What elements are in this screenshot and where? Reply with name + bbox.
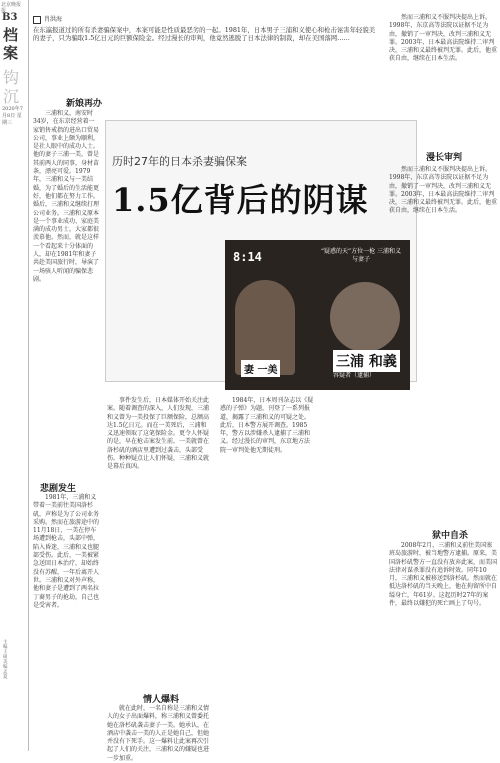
feature-headline: 1.5亿背后的阴谋 bbox=[112, 181, 369, 219]
photo-tag-suspect-sub: 容疑者（逮捕） bbox=[333, 372, 376, 379]
feature-photo bbox=[225, 240, 410, 390]
section-name: 档案 bbox=[3, 26, 19, 62]
section-sidebar bbox=[0, 0, 29, 751]
article-column: 然而三浦和义不服判决提出上诉。1998年，东京高等法院以证据不足为由，撤销了一审判决，改判三浦和义无罪。2003年，日本最高法院维持二审判决，三浦和义最终被判无罪。此后，他重获自由，继续在日本生活。 bbox=[389, 166, 498, 215]
photo-timestamp: 8:14 bbox=[233, 250, 262, 264]
article-column: 三浦和义，南安时34岁，在东京经营着一家销售戒指的进出口贸易公司，事业上颇为顺利，是社人眼中的成功人士。他的妻子三浦一美，曾是其前两人的同事，身材苗条，漂亮可爱。1979年，三浦和义与一美结婚，为了婚后的生活能更好，他们都在努力工作。婚后，三浦和义继续打理公司业务。三浦和义原本是一个事业成功、家庭美满的成功男士，大家都很羡慕他。然而，就是这样一个看起来十分体面的人，却在1981年和妻子共赴美国旅行时，导演了一场骇人听闻的骗保悲剧。 bbox=[33, 110, 100, 283]
photo-tag-suspect: 三浦 和義 bbox=[333, 350, 400, 372]
photo-caption: “疑惑的天”方位一枪 三浦和义与妻子 bbox=[320, 248, 402, 263]
author-line: 肖洪海 bbox=[33, 14, 379, 24]
issue-date: 2020年7月8日 星期三 bbox=[2, 106, 23, 126]
article-column: 1981年，三浦和义带着一美前往美国洛杉矶，声称是为了公司业务采购。然而在旅游途中的11月18日，一美在停车场遭到枪击，头部中弹，陷入昏迷，三浦和义也腿部受伤。此后，一美被紧急送回日本治疗，却始终没有苏醒，一年后离开人世。三浦和义对外声称，他和妻子是遭到了两名拉丁裔男子的抢劫，自己也是受害者。 bbox=[33, 494, 100, 609]
article-column: 2008年2月，三浦和义前往美国塞班岛旅游时，被当地警方逮捕。原来，美国洛杉矶警方一直没有放弃此案，而美国法律对谋杀罪没有追诉时效。同年10月，三浦和义被移送到洛杉矶。然而就在抵达洛杉矶的当天晚上，他在拘留所中自缢身亡，年61岁。这起历时27年的案件，最终以嫌犯的死亡画上了句号。 bbox=[389, 542, 498, 608]
section-heading: 情人爆料 bbox=[143, 695, 180, 705]
article-column: 然而三浦和义不服判决提出上诉。1998年，东京高等法院以证据不足为由，撤销了一审判决，改判三浦和义无罪。2003年，日本最高法院维持二审判决，三浦和义最终被判无罪。此后，他重获自由，继续在日本生活。 bbox=[389, 14, 498, 63]
section-number: B3 bbox=[2, 12, 18, 23]
section-heading: 悲剧发生 bbox=[40, 484, 77, 494]
intro-text: 在东瀛报道过的所有杀妻骗保案中，本案可能是性质最恶劣的一起。1981年，日本男子三浦和义使心和枪击诬害年轻貌美的妻子，只为骗取1.5亿日元的巨额保险金。经过漫长的审判，他竟然逃脱了日本法律的制裁，却在美国落网…… bbox=[33, 25, 376, 42]
article-column: 1984年，日本周刊杂志以《疑惑的子弹》为题，刊登了一系列报道，揭露了三浦和义的可疑之处。此后，日本警方展开调查。1985年，警方以涉嫌杀人逮捕了三浦和义。经过漫长的审判，东京地方法院一审判处他无期徒刑。 bbox=[220, 397, 314, 454]
photo-tag-wife: 妻 一美 bbox=[241, 360, 280, 377]
feature-kicker: 历时27年的日本杀妻骗保案 bbox=[112, 155, 247, 168]
article-column: 事件发生后，日本媒体开始关注此案。随着调查的深入，人们发现，三浦和义曾为一美投保了巨额保险，总额高达1.5亿日元。而在一美死后，三浦和义迅速领取了这笔保险金。更令人怀疑的是，早在枪击案发生前，一美就曾在洛杉矶的酒店里遭到过袭击，头部受伤。种种疑点让人们怀疑，三浦和义就是幕后真凶。 bbox=[107, 397, 210, 471]
newspaper-masthead: 北京晚报 报 bbox=[1, 2, 22, 14]
editor-credits: 主编 王硕 美编 孟夏 bbox=[3, 640, 8, 680]
section-heading: 漫长审判 bbox=[426, 153, 463, 163]
author-box-icon bbox=[33, 16, 41, 24]
article-column: 就在此时，一名自称是三浦和义情人的女子出面爆料，称三浦和义曾委托她在洛杉矶袭击妻子一美。她承认，在酒店中袭击一美的人正是她自己，但她并没有下死手。这一爆料让此案再次引起了人们的关注，三浦和义的嫌疑也进一步加重。 bbox=[107, 705, 210, 762]
section-heading: 新娘再办 bbox=[66, 99, 103, 109]
section-subname: 钩沉 bbox=[3, 68, 20, 106]
section-heading: 狱中自杀 bbox=[432, 531, 469, 541]
article-intro bbox=[33, 14, 379, 46]
